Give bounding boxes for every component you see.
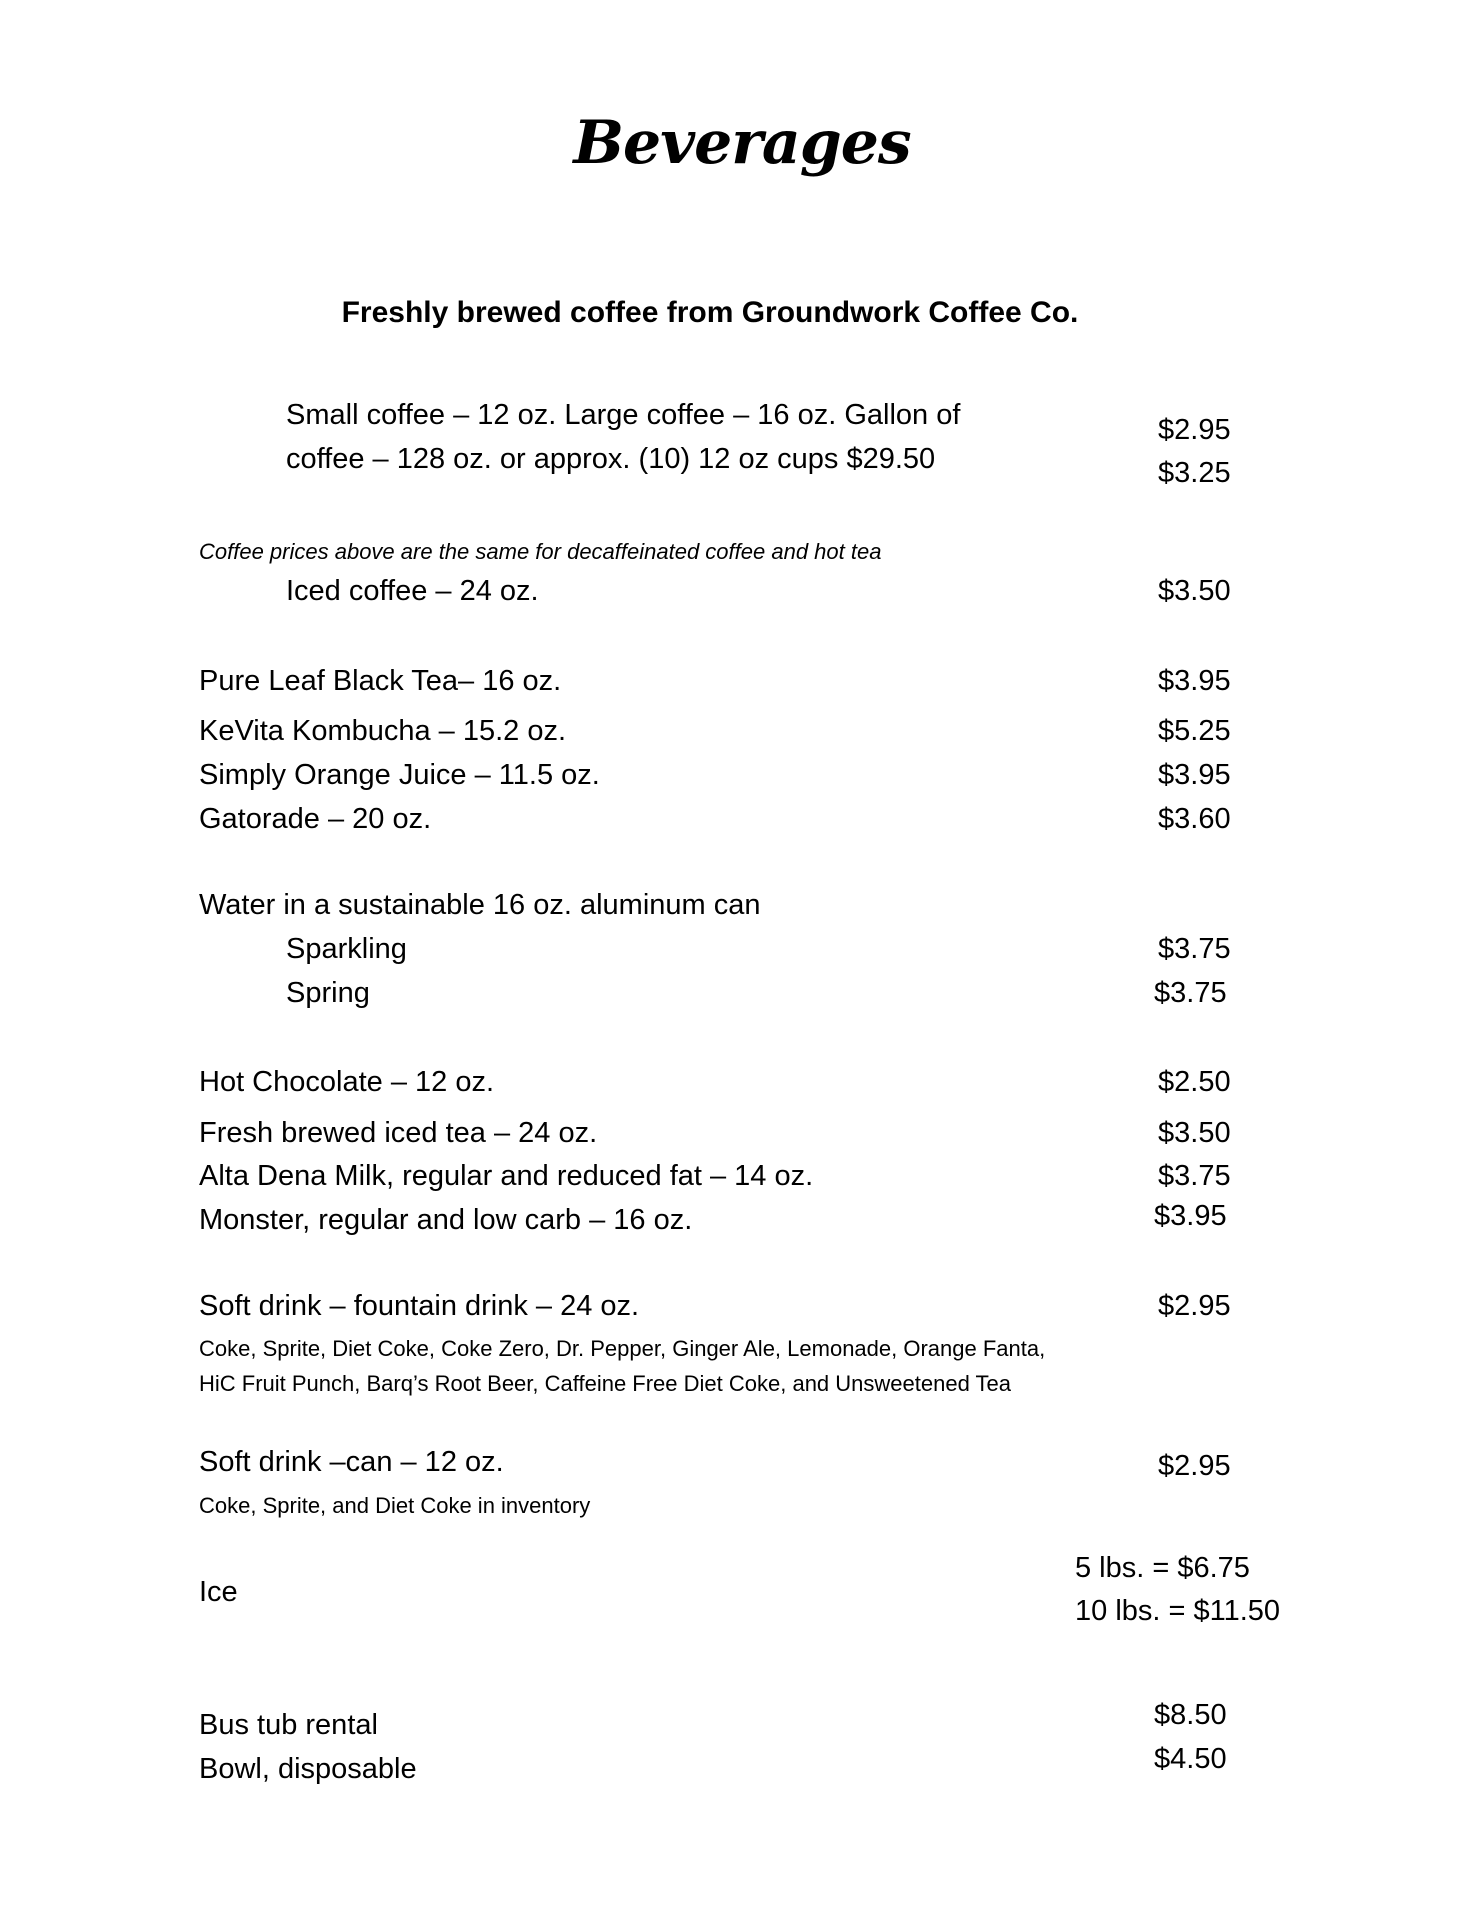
bus-tub-rental-price: $8.50: [1154, 1699, 1227, 1731]
menu-item-price: $3.95: [1154, 1200, 1227, 1232]
menu-item-price: $2.50: [1158, 1066, 1231, 1098]
ice-label: Ice: [199, 1576, 238, 1608]
fountain-flavors-line-1: Coke, Sprite, Diet Coke, Coke Zero, Dr. Pepper, Ginger Ale, Lemonade, Orange Fanta,: [199, 1336, 1046, 1361]
fountain-drink-label: Soft drink – fountain drink – 24 oz.: [199, 1290, 640, 1322]
water-spring-label: Spring: [286, 977, 370, 1009]
page-title: Beverages: [573, 108, 911, 178]
coffee-description-line-1: Small coffee – 12 oz. Large coffee – 16 oz. Gallon of: [286, 399, 961, 431]
menu-item-label: KeVita Kombucha – 15.2 oz.: [199, 715, 567, 747]
coffee-note: Coffee prices above are the same for decaffeinated coffee and hot tea: [199, 539, 882, 564]
coffee-description-line-2: coffee – 128 oz. or approx. (10) 12 oz cups $29.50: [286, 443, 936, 475]
iced-coffee-price: $3.50: [1158, 575, 1231, 607]
bowl-disposable-label: Bowl, disposable: [199, 1753, 417, 1785]
menu-item-label: Hot Chocolate – 12 oz.: [199, 1066, 495, 1098]
water-sparkling-label: Sparkling: [286, 933, 407, 965]
menu-item-label: Monster, regular and low carb – 16 oz.: [199, 1204, 693, 1236]
bus-tub-rental-label: Bus tub rental: [199, 1709, 378, 1741]
fountain-drink-price: $2.95: [1158, 1290, 1231, 1322]
water-spring-price: $3.75: [1154, 977, 1227, 1009]
price-large-coffee: $3.25: [1158, 457, 1231, 489]
menu-item-label: Alta Dena Milk, regular and reduced fat – 14 oz.: [199, 1160, 814, 1192]
menu-item-price: $3.60: [1158, 803, 1231, 835]
water-heading: Water in a sustainable 16 oz. aluminum can: [199, 889, 761, 921]
can-drink-price: $2.95: [1158, 1450, 1231, 1482]
bowl-disposable-price: $4.50: [1154, 1743, 1227, 1775]
iced-coffee-label: Iced coffee – 24 oz.: [286, 575, 539, 607]
menu-item-price: $3.50: [1158, 1117, 1231, 1149]
menu-item-price: $3.95: [1158, 665, 1231, 697]
can-inventory-note: Coke, Sprite, and Diet Coke in inventory: [199, 1493, 591, 1518]
menu-item-label: Simply Orange Juice – 11.5 oz.: [199, 759, 600, 791]
menu-item-price: $3.75: [1158, 1160, 1231, 1192]
menu-item-label: Fresh brewed iced tea – 24 oz.: [199, 1117, 598, 1149]
can-drink-label: Soft drink –can – 12 oz.: [199, 1446, 504, 1478]
menu-item-label: Gatorade – 20 oz.: [199, 803, 432, 835]
price-small-coffee: $2.95: [1158, 414, 1231, 446]
menu-item-price: $5.25: [1158, 715, 1231, 747]
water-sparkling-price: $3.75: [1158, 933, 1231, 965]
ice-price-10lbs: 10 lbs. = $11.50: [1075, 1595, 1281, 1627]
coffee-subtitle: Freshly brewed coffee from Groundwork Coffee Co.: [341, 296, 1079, 329]
menu-item-price: $3.95: [1158, 759, 1231, 791]
menu-item-label: Pure Leaf Black Tea– 16 oz.: [199, 665, 562, 697]
ice-price-5lbs: 5 lbs. = $6.75: [1075, 1552, 1250, 1584]
fountain-flavors-line-2: HiC Fruit Punch, Barq’s Root Beer, Caffeine Free Diet Coke, and Unsweetened Tea: [199, 1371, 1011, 1396]
